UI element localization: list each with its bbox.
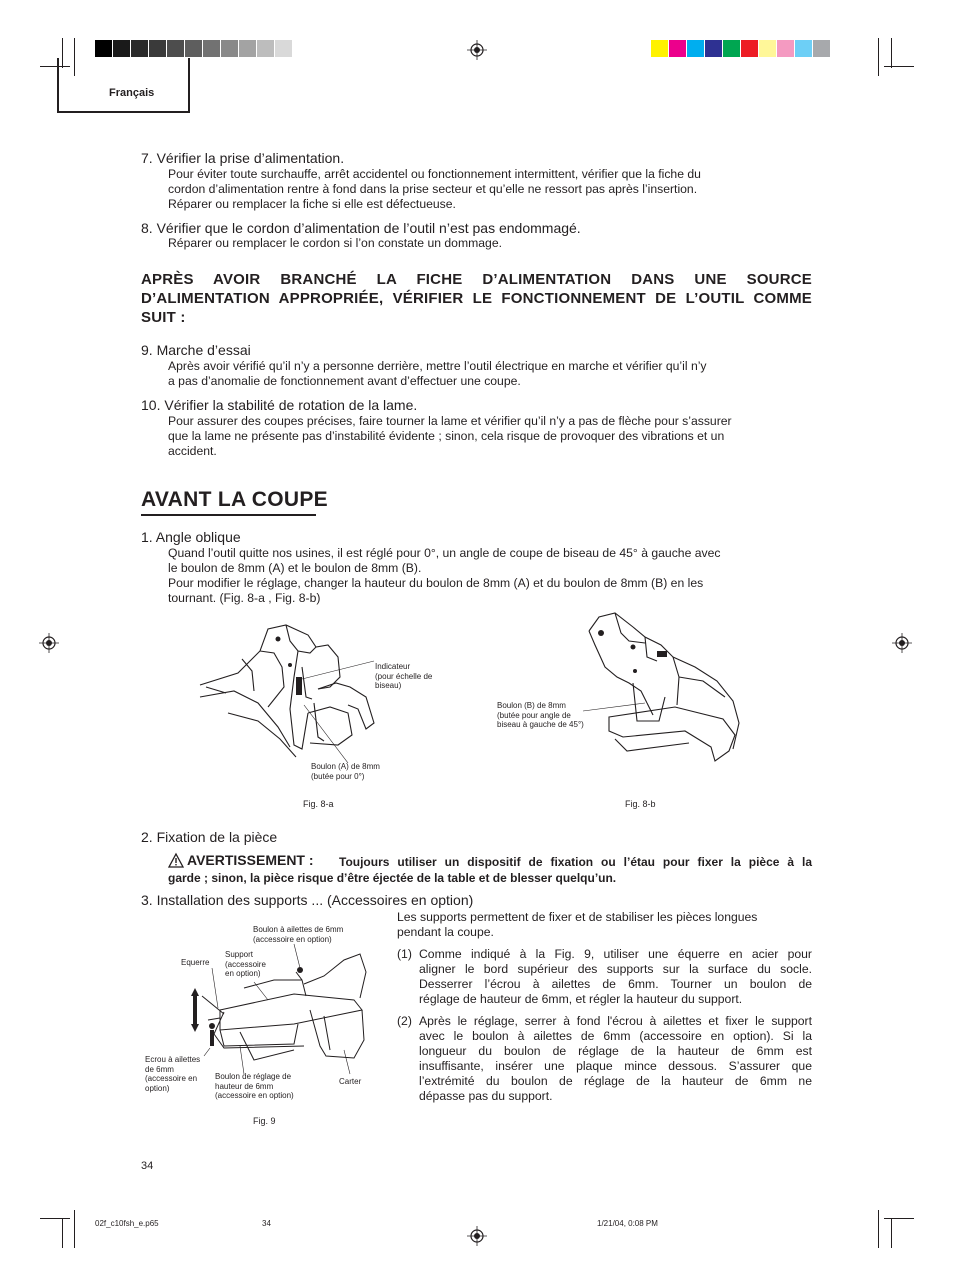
text-line: Desserrer l’écrou à ailettes de 6mm. Tourner un boulon de [419,977,812,991]
label-line: (accessoire [225,959,266,969]
page-number: 34 [141,1160,154,1172]
supports-heading: 3. Installation des supports ... (Accessoires en option) [141,892,474,908]
gray-swatch [113,40,131,57]
fig-8a-label-bolt [311,762,380,781]
footer-file: 02f_c10fsh_e.p65 [95,1219,159,1228]
section-title-underline [141,514,316,516]
fig-9-label-wingbolt [253,925,343,944]
step-number: (2) [397,1014,412,1028]
caps-heading [141,270,812,327]
label-line: (accessoire en option) [253,934,332,944]
gray-swatch [239,40,257,57]
gray-swatch [167,40,185,57]
warning-icon [168,853,184,868]
gray-swatch [131,40,149,57]
gray-swatch [293,40,311,57]
fig-8a-illustration [198,617,398,777]
label-line: Support [225,950,254,959]
text-line: Les supports permettent de fixer et de stabiliser les pièces longues [397,910,758,924]
color-swatch [795,40,813,57]
label-line: biseau à gauche de 45°) [497,720,584,729]
label-line: option) [145,1083,170,1093]
text-line: le boulon de 8mm (A) et le boulon de 8mm (B). [168,561,422,575]
label-line: (butée pour angle de [497,710,571,720]
text-line: Après le réglage, serrer à fond l'écrou à ailettes et fixer le support [419,1014,812,1028]
text-line: réglage de hauteur de 6mm, et régler la hauteur du support. [419,992,743,1006]
fig-8a-caption: Fig. 8-a [303,799,334,809]
language-tab [57,58,190,113]
color-calibration-bar [651,40,831,57]
label-line: (accessoire en [145,1074,198,1083]
fig-8b-illustration [585,611,745,771]
section-title: AVANT LA COUPE [141,488,328,511]
caps-heading-line: APRÈS AVOIR BRANCHÉ LA FICHE D’ALIMENTATION DANS UNE SOURCE [141,271,812,288]
caps-heading-line: D’ALIMENTATION APPROPRIÉE, VÉRIFIER LE FONCTIONNEMENT DE L’OUTIL COMME [141,290,812,307]
fig-9-label-square: Equerre [181,958,210,967]
label-line: hauteur de 6mm [215,1081,274,1091]
label-line: de 6mm [145,1064,174,1074]
footer-page: 34 [262,1219,271,1228]
color-swatch [741,40,759,57]
gray-swatch [221,40,239,57]
angle-heading: 1. Angle oblique [141,529,241,545]
text-line: Pour éviter toute surchauffe, arrêt accidentel ou fonctionnement intermittent, vérifier que la fiche du [168,167,701,181]
text-line: Quand l’outil quitte nos usines, il est réglé pour 0°, un angle de coupe de biseau de 45° à gauche avec [168,546,721,560]
color-swatch [813,40,831,57]
gray-swatch [257,40,275,57]
label-line: biseau) [375,681,402,690]
check-9-body [168,359,812,389]
text-line: que la lame ne présente pas d’instabilité évidente ; sinon, cela risque de provoquer des vibrations et un [168,429,725,443]
label-line: Boulon (A) de 8mm [311,762,380,771]
supports-intro [397,910,812,940]
text-line: Après avoir vérifié qu’il n’y a personne derrière, mettre l’outil électrique en marche et vérifier qu’il n’y [168,359,707,373]
check-10-body [168,414,812,459]
footer-date: 1/21/04, 0:08 PM [597,1219,658,1228]
label-line: (pour échelle de [375,671,433,681]
fig-8b-caption: Fig. 8-b [625,799,656,809]
text-line: Comme indiqué à la Fig. 9, utiliser une équerre en acier pour [419,947,812,961]
color-swatch [723,40,741,57]
color-swatch [651,40,669,57]
fig-8b-label-bolt [497,701,584,730]
supports-step-2 [397,1014,812,1104]
label-line: Indicateur [375,662,411,671]
check-7-heading: 7. Vérifier la prise d’alimentation. [141,150,345,166]
text-line: a pas d’anomalie de fonctionnement avant d’effectuer une coupe. [168,374,521,388]
text-line: pendant la coupe. [397,925,494,939]
language-label: Français [109,87,155,99]
check-9-heading: 9. Marche d’essai [141,342,251,358]
fixation-heading: 2. Fixation de la pièce [141,829,278,845]
fig-9-label-heightbolt [215,1072,294,1101]
color-swatch [669,40,687,57]
registration-mark-left [39,633,59,653]
check-7-body [168,167,812,212]
text-line: insuffisante, insérer une plaque mince dessous. S’assurer que [419,1059,812,1073]
check-8-heading: 8. Vérifier que le cordon d’alimentation de l’outil n’est pas endommagé. [141,220,581,236]
gray-swatch [203,40,221,57]
color-swatch [759,40,777,57]
fig-9-label-support [225,950,266,979]
text-line: Pour modifier le réglage, changer la hauteur du boulon de 8mm (A) et du boulon de 8mm (B) en les [168,576,704,590]
label-line: Boulon à ailettes de 6mm [253,925,344,934]
text-line: longueur du boulon de réglage de la hauteur de 6mm est [419,1044,812,1058]
warning-label: AVERTISSEMENT : [187,852,314,868]
registration-mark-right [892,633,912,653]
text-line: l’extrémité du boulon de réglage de la hauteur de 6mm ne [419,1074,812,1088]
supports-step-1 [397,947,812,1007]
registration-mark-bottom [467,1226,487,1246]
check-8-body [168,236,812,251]
fig-8a-label-indicator [375,662,432,691]
check-10-heading: 10. Vérifier la stabilité de rotation de la lame. [141,397,418,413]
label-line: Boulon de réglage de [215,1072,292,1081]
grayscale-calibration-bar [95,40,311,57]
fig-9-label-carter: Carter [339,1077,362,1086]
text-line: aligner le bord supérieur des supports sur la surface du socle. [419,962,812,976]
color-swatch [687,40,705,57]
text-line: dépasse pas du support. [419,1089,553,1103]
fig-9-label-wingnut [145,1055,200,1093]
gray-swatch [185,40,203,57]
label-line: en option) [225,969,261,978]
text-line: Réparer ou remplacer le cordon si l’on constate un dommage. [168,236,502,250]
label-line: (butée pour 0°) [311,771,365,781]
fig-9-caption: Fig. 9 [253,1116,276,1126]
label-line: Boulon (B) de 8mm [497,701,566,710]
text-line: accident. [168,444,217,458]
warning-line: Toujours utiliser un dispositif de fixation ou l’étau pour fixer la pièce à la [339,855,812,869]
fig-9-illustration [184,950,374,1080]
text-line: cordon d’alimentation rentre à fond dans la prise secteur et qu’elle ne ressort pas après l’insertion. [168,182,698,196]
gray-swatch [149,40,167,57]
label-line: (accessoire en option) [215,1091,294,1100]
step-number: (1) [397,947,412,961]
caps-heading-line: SUIT : [141,309,186,326]
color-swatch [705,40,723,57]
text-line: avec le boulon à ailettes de 6mm (accessoire en option). Si la [419,1029,812,1043]
color-swatch [777,40,795,57]
gray-swatch [95,40,113,57]
warning-line: garde ; sinon, la pièce risque d’être éjectée de la table et de blesser quelqu’un. [168,871,617,885]
text-line: tournant. (Fig. 8-a , Fig. 8-b) [168,591,321,605]
gray-swatch [275,40,293,57]
registration-mark-top [467,40,487,60]
text-line: Réparer ou remplacer la fiche si elle est défectueuse. [168,197,456,211]
angle-body [168,546,812,606]
text-line: Pour assurer des coupes précises, faire tourner la lame et vérifier qu’il n’y a pas de flèche pour s’assurer [168,414,732,428]
label-line: Ecrou à ailettes [145,1055,201,1064]
